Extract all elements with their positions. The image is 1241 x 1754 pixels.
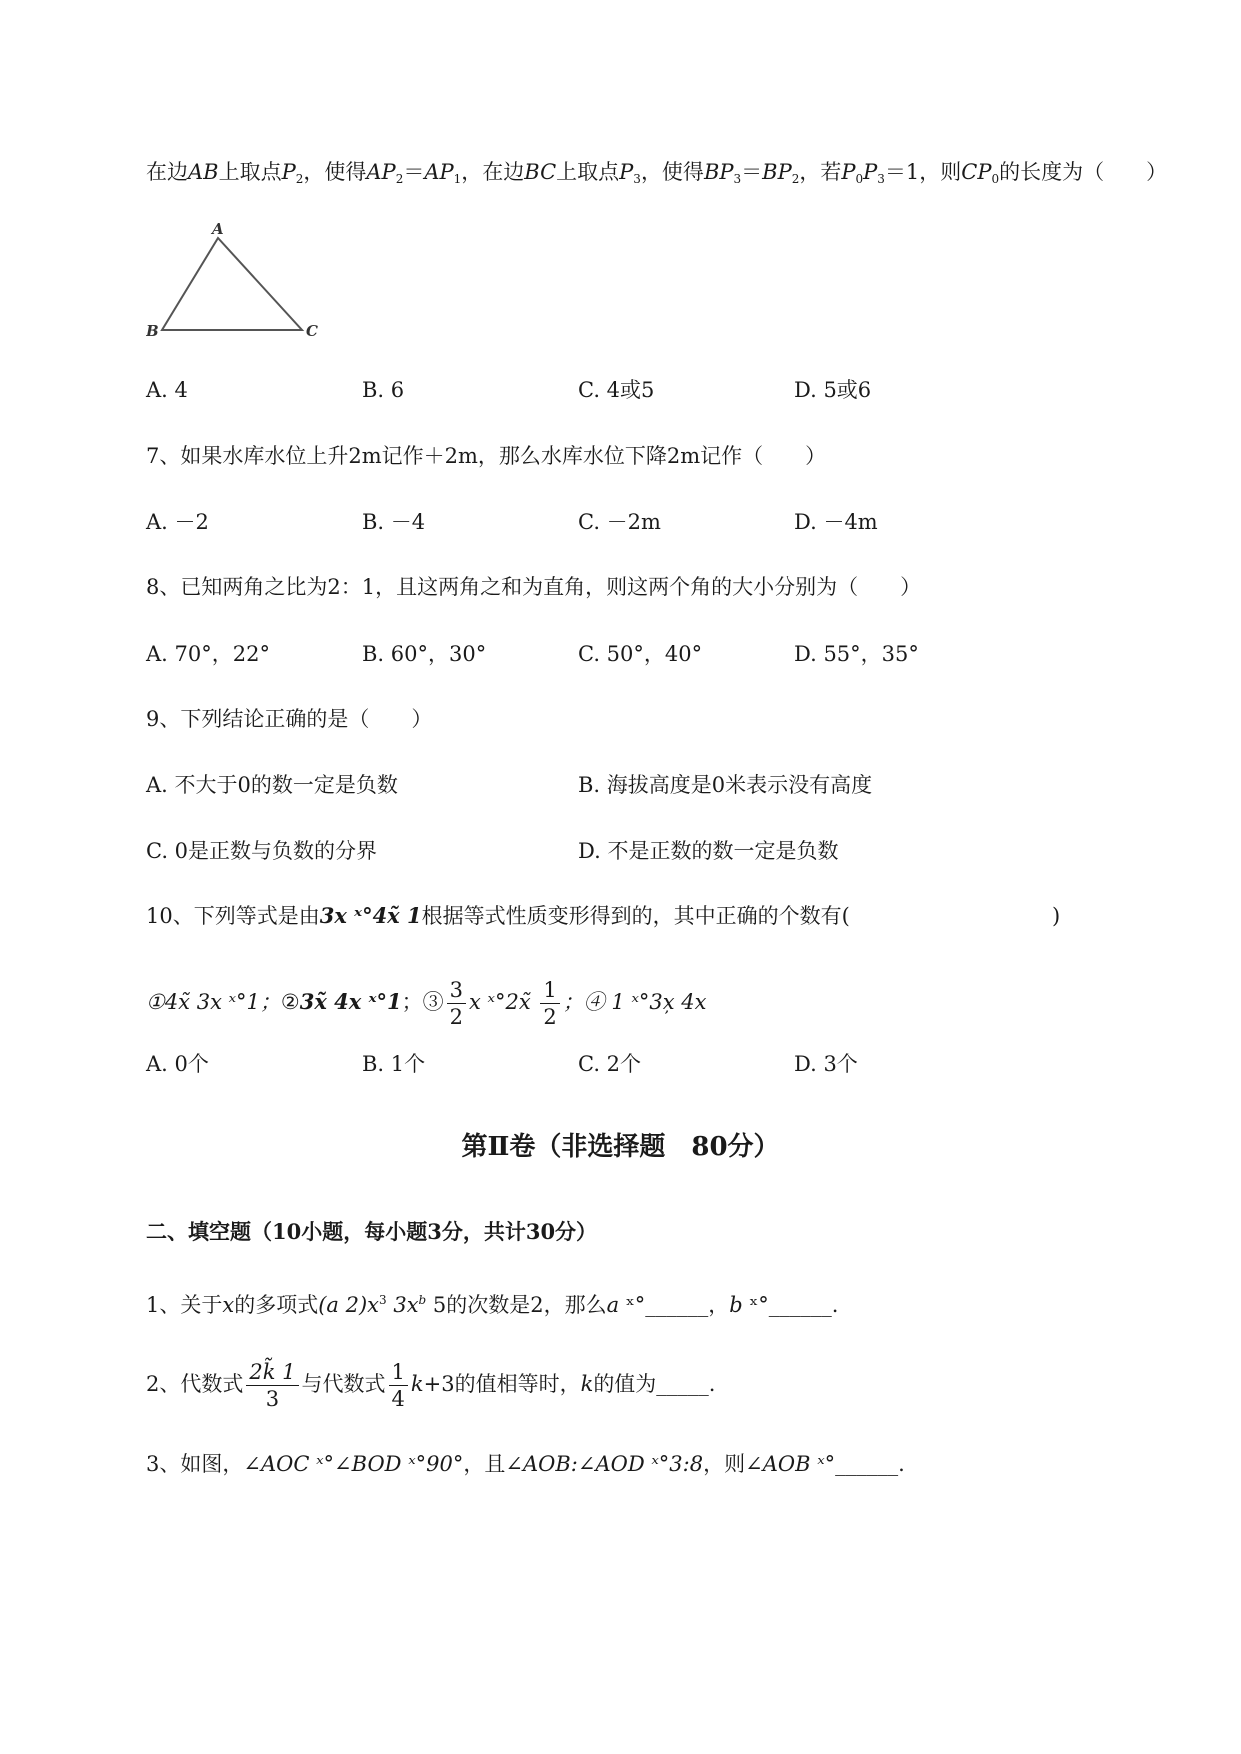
q6-text: ＝ (403, 160, 425, 184)
q6-text: ，若 (799, 160, 842, 184)
q8-stem: 8、已知两角之比为2：1，且这两角之和为直角，则这两个角的大小分别为（ ） (146, 575, 922, 599)
f1-text: 的次数是2，那么 (446, 1293, 607, 1317)
q7-option-b[interactable]: B. －4 (362, 510, 426, 534)
f1-stem (146, 1286, 838, 1319)
q10-option-c[interactable]: C. 2个 (578, 1052, 642, 1076)
frac-num: 1 (389, 1359, 408, 1386)
q6-sub: 0 (991, 172, 1000, 186)
q6-sub: 3 (633, 172, 641, 186)
q6-text: 在边 (146, 160, 188, 184)
f1-var: x (222, 1293, 235, 1317)
frac-num: 3 (447, 977, 466, 1004)
q6-sub: 2 (295, 172, 304, 186)
q6-sub: 1 (453, 172, 462, 186)
q6-var: CP (961, 160, 992, 184)
q7-option-d[interactable]: D. －4m (794, 510, 878, 534)
q10-option-b[interactable]: B. 1个 (362, 1052, 426, 1076)
q9-option-b[interactable]: B. 海拔高度是0米表示没有高度 (578, 773, 873, 797)
q10-stem (146, 902, 850, 930)
q10-item-3: x ˣ°2x̃ (469, 990, 538, 1014)
q10-item-2: 3x̃ 4x ˣ°1 (299, 989, 402, 1014)
q6-sub: 2 (791, 172, 800, 186)
q8-option-c[interactable]: C. 50°，40° (578, 642, 703, 666)
frac-den: 2 (543, 1005, 557, 1029)
q6-text: ，使得 (640, 160, 704, 184)
triangle-label-c: C (306, 322, 318, 340)
f2-var: k (580, 1372, 594, 1396)
q10-item-3-frac2 (540, 977, 559, 1030)
q6-var: BC (524, 160, 557, 184)
f1-blank-a[interactable]: ˣ°______， (619, 1293, 730, 1317)
f3-text: 3、如图， (146, 1452, 244, 1476)
f2-stem (146, 1356, 716, 1416)
q6-var: P (841, 160, 856, 184)
f1-poly: 5 (426, 1293, 447, 1317)
q8-option-b[interactable]: B. 60°，30° (362, 642, 487, 666)
f2-frac-1 (246, 1359, 298, 1412)
q6-sub: 0 (855, 172, 864, 186)
q10-text: 10、下列等式是由 (146, 904, 320, 928)
q9-option-d[interactable]: D. 不是正数的数一定是负数 (578, 839, 839, 863)
q6-option-d[interactable]: D. 5或6 (794, 378, 872, 402)
q6-var: AB (188, 160, 219, 184)
frac-den: 2 (449, 1005, 463, 1029)
q6-text: ，在边 (461, 160, 525, 184)
q10-option-d[interactable]: D. 3个 (794, 1052, 858, 1076)
f1-sup: 3 (379, 1293, 387, 1307)
f3-text: ，则 (703, 1452, 746, 1476)
q6-text: ＝1，则 (884, 160, 962, 184)
q10-item-2-mark: ② (280, 990, 300, 1014)
q6-option-b[interactable]: B. 6 (362, 378, 405, 402)
f1-var: a (606, 1293, 620, 1317)
f3-blank[interactable]: ______. (835, 1452, 905, 1476)
f3-math: ∠AOC ˣ°∠BOD ˣ°90° (243, 1452, 464, 1476)
q8-option-a[interactable]: A. 70°，22° (146, 642, 270, 666)
q10-option-a[interactable]: A. 0个 (146, 1052, 209, 1076)
q10-item-4: ；④ 1 ˣ°3x̦ 4x (562, 990, 707, 1014)
q6-var: P (863, 160, 878, 184)
f1-var: b (729, 1293, 743, 1317)
q6-text: 上取点 (218, 160, 282, 184)
f3-stem (146, 1450, 905, 1478)
q8-option-d[interactable]: D. 55°，35° (794, 642, 919, 666)
q10-item-3-mark: ；③ (401, 990, 444, 1014)
part2-title: 第Ⅱ卷（非选择题 80分） (461, 1132, 780, 1162)
f2-blank[interactable]: 的值为_____. (593, 1372, 716, 1396)
q6-var: P (619, 160, 634, 184)
q6-sub: 3 (877, 172, 885, 186)
section2-heading: 二、填空题（10小题，每小题3分，共计30分） (146, 1219, 598, 1244)
q6-option-c[interactable]: C. 4或5 (578, 378, 655, 402)
q7-option-a[interactable]: A. －2 (146, 510, 209, 534)
frac-den: 3 (265, 1387, 280, 1411)
q6-stem (146, 158, 1167, 193)
triangle-abc (162, 238, 302, 330)
f1-poly: 3x (386, 1293, 419, 1317)
q6-var: P (281, 160, 296, 184)
q6-text: 上取点 (556, 160, 620, 184)
q7-option-c[interactable]: C. －2m (578, 510, 661, 534)
f2-frac-2 (389, 1359, 408, 1412)
q10-text: 根据等式性质变形得到的，其中正确的个数有( (421, 904, 850, 928)
f1-blank-b[interactable]: ˣ°______. (742, 1293, 839, 1317)
f1-sup: b (418, 1293, 427, 1307)
triangle-label-a: A (212, 220, 224, 238)
q7-stem: 7、如果水库水位上升2m记作＋2m，那么水库水位下降2m记作（ ） (146, 444, 827, 468)
f3-text: ，且 (463, 1452, 506, 1476)
q6-var: BP (762, 160, 792, 184)
f2-var: k (410, 1372, 424, 1396)
f3-math: ∠AOB:∠AOD ˣ°3:8 (505, 1452, 704, 1476)
q6-var: BP (703, 160, 734, 184)
f1-text: 的多项式 (234, 1293, 319, 1317)
q10-item-3-frac (447, 977, 466, 1030)
q6-sub: 2 (395, 172, 404, 186)
f1-poly: (a 2)x (318, 1293, 380, 1317)
q9-option-c[interactable]: C. 0是正数与负数的分界 (146, 839, 378, 863)
f1-text: 1、关于 (146, 1293, 223, 1317)
f2-text: +3的值相等时， (423, 1372, 581, 1396)
q6-text: ，使得 (303, 160, 367, 184)
f2-text: 与代数式 (301, 1372, 386, 1396)
q10-items (146, 974, 706, 1034)
q6-text: ＝ (741, 160, 763, 184)
frac-den: 4 (391, 1387, 405, 1411)
f2-text: 2、代数式 (146, 1372, 244, 1396)
q9-option-a[interactable]: A. 不大于0的数一定是负数 (146, 773, 398, 797)
triangle-label-b: B (146, 322, 159, 340)
q6-var: AP (424, 160, 454, 184)
q6-text: 的长度为（ ） (999, 160, 1168, 184)
q6-option-a[interactable]: A. 4 (146, 378, 188, 402)
triangle-figure (146, 220, 336, 340)
f3-math: ∠AOB ˣ° (745, 1452, 836, 1476)
q9-stem: 9、下列结论正确的是（ ） (146, 707, 433, 731)
frac-num: 2k̃ 1 (246, 1359, 298, 1386)
q10-formula: 3x ˣ°4x̃ 1 (319, 903, 422, 928)
q6-var: AP (366, 160, 396, 184)
q6-sub: 3 (733, 172, 742, 186)
frac-num: 1 (540, 977, 559, 1004)
q10-item-1: ①4x̃ 3x ˣ°1； (146, 990, 281, 1014)
q10-stem-close: ) (1052, 904, 1061, 928)
